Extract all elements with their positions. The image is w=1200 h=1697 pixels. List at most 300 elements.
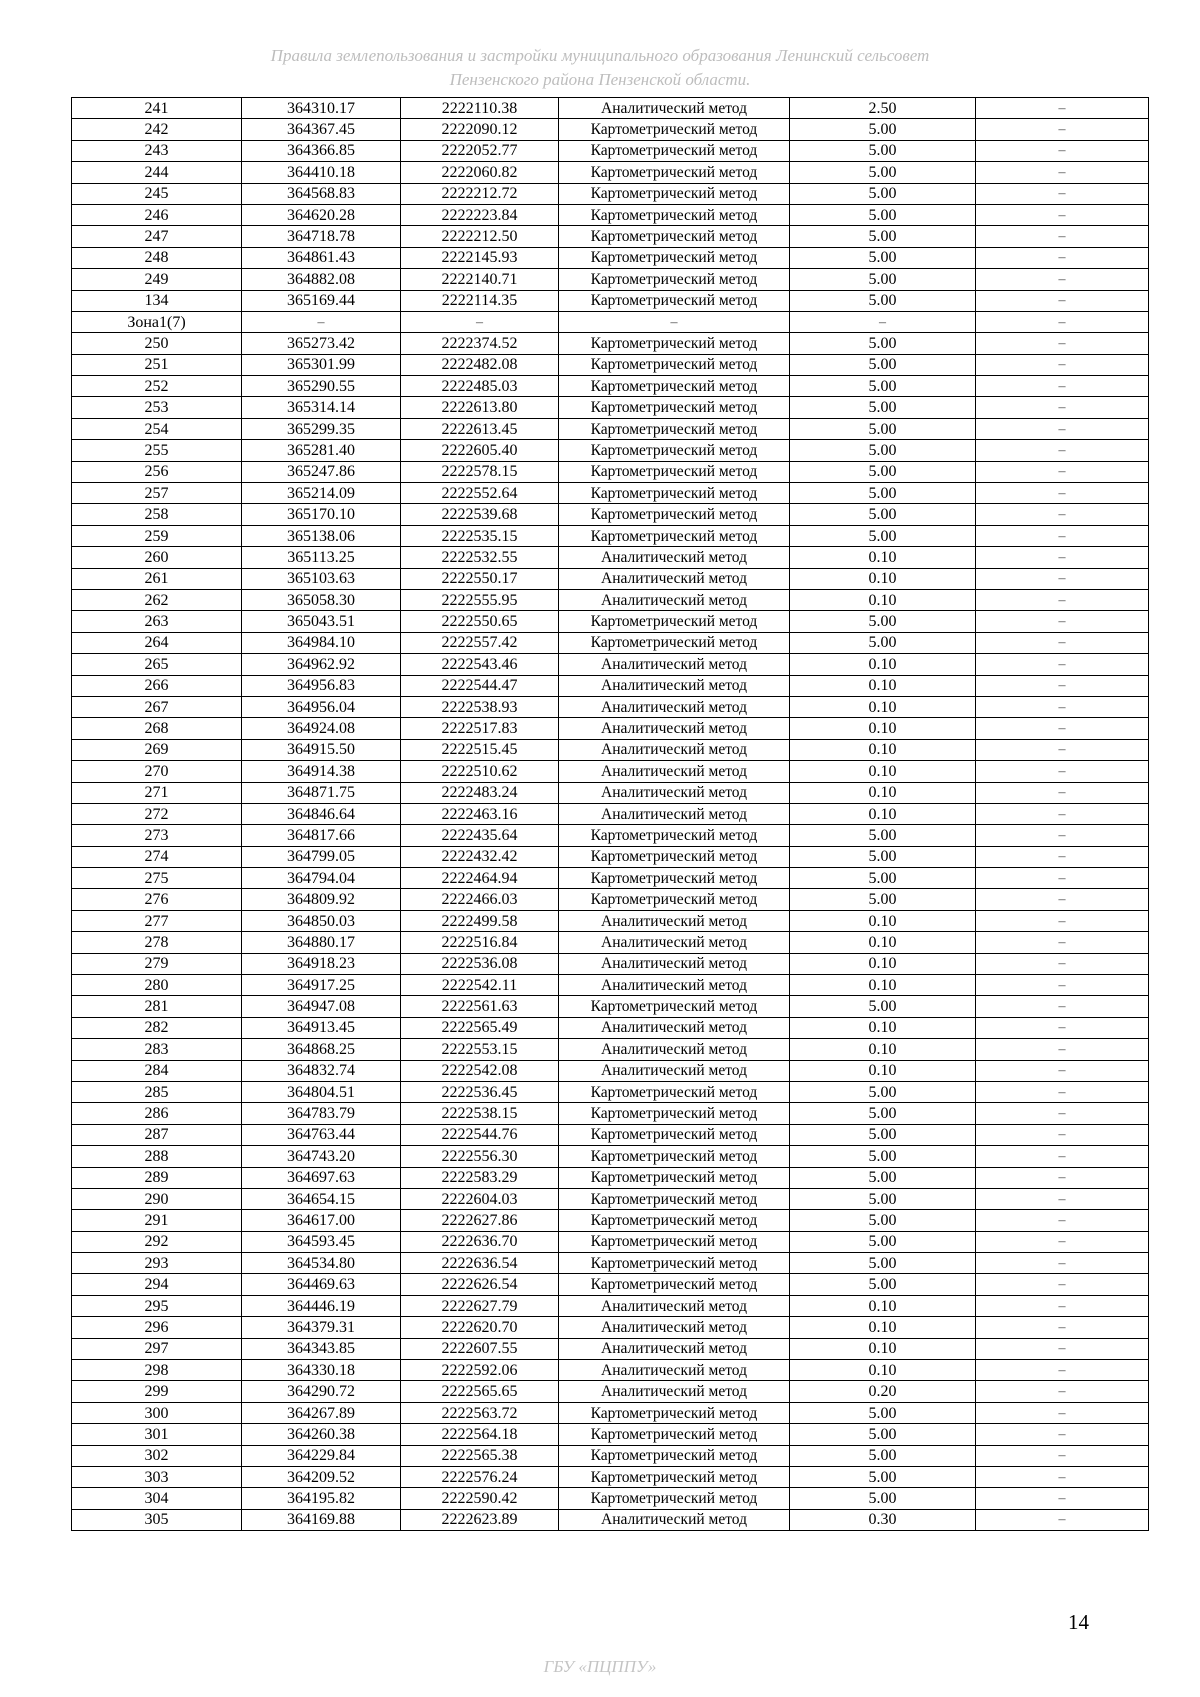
y-coordinate-cell: 2222060.82 <box>401 162 559 183</box>
method-cell: Аналитический метод <box>559 1381 790 1402</box>
point-number-cell: 279 <box>72 953 242 974</box>
point-number-cell: 303 <box>72 1467 242 1488</box>
x-coordinate-cell: 364366.85 <box>242 140 401 161</box>
note-cell: – <box>976 1360 1149 1381</box>
method-cell: Картометрический метод <box>559 418 790 439</box>
y-coordinate-cell: 2222110.38 <box>401 98 559 119</box>
x-coordinate-cell: 364832.74 <box>242 1060 401 1081</box>
table-row <box>72 910 1149 931</box>
x-coordinate-cell: 364446.19 <box>242 1295 401 1316</box>
point-number-cell: 260 <box>72 547 242 568</box>
note-cell: – <box>976 761 1149 782</box>
method-cell: Аналитический метод <box>559 1060 790 1081</box>
x-coordinate-cell: 365299.35 <box>242 418 401 439</box>
accuracy-cell: 5.00 <box>790 1081 976 1102</box>
y-coordinate-cell: 2222538.93 <box>401 696 559 717</box>
y-coordinate-cell: 2222561.63 <box>401 996 559 1017</box>
table-row <box>72 675 1149 696</box>
point-number-cell: 295 <box>72 1295 242 1316</box>
y-coordinate-cell: 2222578.15 <box>401 461 559 482</box>
accuracy-cell: 0.10 <box>790 739 976 760</box>
note-cell: – <box>976 504 1149 525</box>
x-coordinate-cell: 364871.75 <box>242 782 401 803</box>
point-number-cell: 263 <box>72 611 242 632</box>
table-row <box>72 1295 1149 1316</box>
x-coordinate-cell: 365214.09 <box>242 483 401 504</box>
table-row <box>72 1317 1149 1338</box>
method-cell: Картометрический метод <box>559 247 790 268</box>
note-cell: – <box>976 311 1149 332</box>
note-cell: – <box>976 1167 1149 1188</box>
note-cell: – <box>976 1210 1149 1231</box>
note-cell: – <box>976 1039 1149 1060</box>
method-cell: Аналитический метод <box>559 761 790 782</box>
point-number-cell: 257 <box>72 483 242 504</box>
point-number-cell: 276 <box>72 889 242 910</box>
note-cell: – <box>976 953 1149 974</box>
accuracy-cell: 5.00 <box>790 1103 976 1124</box>
note-cell: – <box>976 1295 1149 1316</box>
method-cell: Картометрический метод <box>559 632 790 653</box>
accuracy-cell: 5.00 <box>790 354 976 375</box>
y-coordinate-cell: 2222483.24 <box>401 782 559 803</box>
page-header <box>0 44 1200 92</box>
point-number-cell: 258 <box>72 504 242 525</box>
point-number-cell: 252 <box>72 376 242 397</box>
accuracy-cell: 5.00 <box>790 1188 976 1209</box>
table-row <box>72 1445 1149 1466</box>
method-cell: Картометрический метод <box>559 868 790 889</box>
method-cell: Картометрический метод <box>559 183 790 204</box>
x-coordinate-cell: 364809.92 <box>242 889 401 910</box>
method-cell: Картометрический метод <box>559 1146 790 1167</box>
note-cell: – <box>976 1424 1149 1445</box>
note-cell: – <box>976 739 1149 760</box>
x-coordinate-cell: 364410.18 <box>242 162 401 183</box>
method-cell: Картометрический метод <box>559 354 790 375</box>
note-cell: – <box>976 1317 1149 1338</box>
method-cell: Картометрический метод <box>559 825 790 846</box>
method-cell: Аналитический метод <box>559 803 790 824</box>
accuracy-cell: 0.10 <box>790 1017 976 1038</box>
note-cell: – <box>976 1402 1149 1423</box>
y-coordinate-cell: 2222090.12 <box>401 119 559 140</box>
method-cell: – <box>559 311 790 332</box>
x-coordinate-cell: 364534.80 <box>242 1253 401 1274</box>
table-row <box>72 226 1149 247</box>
table-row <box>72 1467 1149 1488</box>
note-cell: – <box>976 1274 1149 1295</box>
x-coordinate-cell: 364267.89 <box>242 1402 401 1423</box>
accuracy-cell: 5.00 <box>790 632 976 653</box>
accuracy-cell: 5.00 <box>790 140 976 161</box>
x-coordinate-cell: 364917.25 <box>242 975 401 996</box>
table-row <box>72 696 1149 717</box>
table-body <box>72 98 1149 1531</box>
y-coordinate-cell: 2222604.03 <box>401 1188 559 1209</box>
x-coordinate-cell: 364947.08 <box>242 996 401 1017</box>
accuracy-cell: 5.00 <box>790 868 976 889</box>
table-row <box>72 803 1149 824</box>
x-coordinate-cell: 364882.08 <box>242 269 401 290</box>
point-number-cell: 305 <box>72 1509 242 1530</box>
method-cell: Аналитический метод <box>559 932 790 953</box>
method-cell: Картометрический метод <box>559 140 790 161</box>
note-cell: – <box>976 803 1149 824</box>
method-cell: Картометрический метод <box>559 1424 790 1445</box>
y-coordinate-cell: 2222538.15 <box>401 1103 559 1124</box>
point-number-cell: 275 <box>72 868 242 889</box>
table-row <box>72 418 1149 439</box>
table-row <box>72 1060 1149 1081</box>
coordinates-table <box>71 97 1149 1531</box>
accuracy-cell: 5.00 <box>790 226 976 247</box>
point-number-cell: 284 <box>72 1060 242 1081</box>
method-cell: Картометрический метод <box>559 1253 790 1274</box>
point-number-cell: 286 <box>72 1103 242 1124</box>
table-row <box>72 1488 1149 1509</box>
y-coordinate-cell: 2222212.72 <box>401 183 559 204</box>
point-number-cell: 249 <box>72 269 242 290</box>
method-cell: Картометрический метод <box>559 504 790 525</box>
note-cell: – <box>976 119 1149 140</box>
note-cell: – <box>976 1188 1149 1209</box>
header-line-2: Пензенского района Пензенской области. <box>449 70 751 89</box>
accuracy-cell: 0.10 <box>790 1338 976 1359</box>
y-coordinate-cell: 2222626.54 <box>401 1274 559 1295</box>
accuracy-cell: 0.10 <box>790 1360 976 1381</box>
point-number-cell: 301 <box>72 1424 242 1445</box>
accuracy-cell: 5.00 <box>790 440 976 461</box>
table-row <box>72 825 1149 846</box>
method-cell: Аналитический метод <box>559 1509 790 1530</box>
note-cell: – <box>976 525 1149 546</box>
x-coordinate-cell: 364915.50 <box>242 739 401 760</box>
y-coordinate-cell: 2222565.38 <box>401 1445 559 1466</box>
accuracy-cell: 5.00 <box>790 1488 976 1509</box>
point-number-cell: 272 <box>72 803 242 824</box>
method-cell: Картометрический метод <box>559 1231 790 1252</box>
point-number-cell: Зона1(7) <box>72 311 242 332</box>
note-cell: – <box>976 632 1149 653</box>
method-cell: Аналитический метод <box>559 1017 790 1038</box>
accuracy-cell: 0.10 <box>790 910 976 931</box>
point-number-cell: 256 <box>72 461 242 482</box>
accuracy-cell: 0.10 <box>790 782 976 803</box>
accuracy-cell: 0.10 <box>790 696 976 717</box>
note-cell: – <box>976 461 1149 482</box>
note-cell: – <box>976 547 1149 568</box>
x-coordinate-cell: 364290.72 <box>242 1381 401 1402</box>
point-number-cell: 268 <box>72 718 242 739</box>
table-row <box>72 98 1149 119</box>
accuracy-cell: 0.10 <box>790 654 976 675</box>
note-cell: – <box>976 162 1149 183</box>
y-coordinate-cell: 2222482.08 <box>401 354 559 375</box>
table-row <box>72 975 1149 996</box>
accuracy-cell: 5.00 <box>790 1146 976 1167</box>
accuracy-cell: 5.00 <box>790 996 976 1017</box>
table-row <box>72 354 1149 375</box>
accuracy-cell: 5.00 <box>790 611 976 632</box>
method-cell: Аналитический метод <box>559 696 790 717</box>
accuracy-cell: 0.10 <box>790 1039 976 1060</box>
x-coordinate-cell: 364743.20 <box>242 1146 401 1167</box>
note-cell: – <box>976 889 1149 910</box>
x-coordinate-cell: 365290.55 <box>242 376 401 397</box>
y-coordinate-cell: 2222555.95 <box>401 589 559 610</box>
method-cell: Аналитический метод <box>559 568 790 589</box>
method-cell: Аналитический метод <box>559 1360 790 1381</box>
y-coordinate-cell: 2222607.55 <box>401 1338 559 1359</box>
table-row <box>72 204 1149 225</box>
x-coordinate-cell: 364861.43 <box>242 247 401 268</box>
method-cell: Картометрический метод <box>559 1402 790 1423</box>
y-coordinate-cell: 2222550.17 <box>401 568 559 589</box>
note-cell: – <box>976 1253 1149 1274</box>
table-row <box>72 269 1149 290</box>
method-cell: Аналитический метод <box>559 718 790 739</box>
method-cell: Аналитический метод <box>559 953 790 974</box>
y-coordinate-cell: 2222583.29 <box>401 1167 559 1188</box>
method-cell: Картометрический метод <box>559 1124 790 1145</box>
method-cell: Картометрический метод <box>559 1488 790 1509</box>
table-row <box>72 1210 1149 1231</box>
table-row <box>72 1146 1149 1167</box>
y-coordinate-cell: 2222544.76 <box>401 1124 559 1145</box>
table-row <box>72 611 1149 632</box>
y-coordinate-cell: 2222517.83 <box>401 718 559 739</box>
point-number-cell: 134 <box>72 290 242 311</box>
point-number-cell: 242 <box>72 119 242 140</box>
method-cell: Картометрический метод <box>559 1081 790 1102</box>
y-coordinate-cell: 2222536.45 <box>401 1081 559 1102</box>
x-coordinate-cell: 364962.92 <box>242 654 401 675</box>
note-cell: – <box>976 483 1149 504</box>
method-cell: Аналитический метод <box>559 1338 790 1359</box>
point-number-cell: 241 <box>72 98 242 119</box>
y-coordinate-cell: 2222557.42 <box>401 632 559 653</box>
point-number-cell: 296 <box>72 1317 242 1338</box>
y-coordinate-cell: 2222463.16 <box>401 803 559 824</box>
x-coordinate-cell: 364913.45 <box>242 1017 401 1038</box>
method-cell: Картометрический метод <box>559 996 790 1017</box>
table-row <box>72 1188 1149 1209</box>
x-coordinate-cell: 364654.15 <box>242 1188 401 1209</box>
table-row <box>72 889 1149 910</box>
method-cell: Картометрический метод <box>559 376 790 397</box>
y-coordinate-cell: 2222543.46 <box>401 654 559 675</box>
note-cell: – <box>976 696 1149 717</box>
method-cell: Картометрический метод <box>559 397 790 418</box>
point-number-cell: 285 <box>72 1081 242 1102</box>
accuracy-cell: 5.00 <box>790 247 976 268</box>
note-cell: – <box>976 975 1149 996</box>
x-coordinate-cell: 364260.38 <box>242 1424 401 1445</box>
x-coordinate-cell: 364229.84 <box>242 1445 401 1466</box>
accuracy-cell: 5.00 <box>790 1253 976 1274</box>
method-cell: Картометрический метод <box>559 846 790 867</box>
y-coordinate-cell: 2222140.71 <box>401 269 559 290</box>
note-cell: – <box>976 1081 1149 1102</box>
accuracy-cell: 5.00 <box>790 183 976 204</box>
point-number-cell: 300 <box>72 1402 242 1423</box>
accuracy-cell: 5.00 <box>790 1274 976 1295</box>
point-number-cell: 294 <box>72 1274 242 1295</box>
accuracy-cell: 5.00 <box>790 1167 976 1188</box>
table-row <box>72 1274 1149 1295</box>
point-number-cell: 291 <box>72 1210 242 1231</box>
note-cell: – <box>976 418 1149 439</box>
point-number-cell: 292 <box>72 1231 242 1252</box>
x-coordinate-cell: 365273.42 <box>242 333 401 354</box>
method-cell: Картометрический метод <box>559 1167 790 1188</box>
accuracy-cell: 5.00 <box>790 376 976 397</box>
method-cell: Картометрический метод <box>559 333 790 354</box>
note-cell: – <box>976 568 1149 589</box>
point-number-cell: 271 <box>72 782 242 803</box>
note-cell: – <box>976 996 1149 1017</box>
x-coordinate-cell: 365113.25 <box>242 547 401 568</box>
table-row <box>72 483 1149 504</box>
note-cell: – <box>976 1381 1149 1402</box>
accuracy-cell: 5.00 <box>790 119 976 140</box>
method-cell: Картометрический метод <box>559 1467 790 1488</box>
y-coordinate-cell: 2222605.40 <box>401 440 559 461</box>
accuracy-cell: 5.00 <box>790 162 976 183</box>
y-coordinate-cell: 2222552.64 <box>401 483 559 504</box>
header-line-1: Правила землепользования и застройки муниципального образования Ленинский сельсовет <box>270 46 930 65</box>
y-coordinate-cell: 2222636.54 <box>401 1253 559 1274</box>
point-number-cell: 293 <box>72 1253 242 1274</box>
table-row <box>72 504 1149 525</box>
y-coordinate-cell: 2222499.58 <box>401 910 559 931</box>
accuracy-cell: 0.20 <box>790 1381 976 1402</box>
method-cell: Аналитический метод <box>559 1295 790 1316</box>
table-row <box>72 525 1149 546</box>
y-coordinate-cell: 2222536.08 <box>401 953 559 974</box>
accuracy-cell: 5.00 <box>790 1445 976 1466</box>
y-coordinate-cell: 2222432.42 <box>401 846 559 867</box>
point-number-cell: 298 <box>72 1360 242 1381</box>
x-coordinate-cell: 365247.86 <box>242 461 401 482</box>
x-coordinate-cell: 364763.44 <box>242 1124 401 1145</box>
point-number-cell: 259 <box>72 525 242 546</box>
method-cell: Аналитический метод <box>559 654 790 675</box>
point-number-cell: 261 <box>72 568 242 589</box>
point-number-cell: 288 <box>72 1146 242 1167</box>
accuracy-cell: 5.00 <box>790 504 976 525</box>
x-coordinate-cell: – <box>242 311 401 332</box>
y-coordinate-cell: 2222052.77 <box>401 140 559 161</box>
table-row <box>72 1167 1149 1188</box>
x-coordinate-cell: 365103.63 <box>242 568 401 589</box>
method-cell: Картометрический метод <box>559 226 790 247</box>
y-coordinate-cell: 2222556.30 <box>401 1146 559 1167</box>
point-number-cell: 245 <box>72 183 242 204</box>
method-cell: Картометрический метод <box>559 440 790 461</box>
accuracy-cell: 0.30 <box>790 1509 976 1530</box>
table-row <box>72 1253 1149 1274</box>
note-cell: – <box>976 654 1149 675</box>
y-coordinate-cell: 2222565.65 <box>401 1381 559 1402</box>
x-coordinate-cell: 364799.05 <box>242 846 401 867</box>
accuracy-cell: 5.00 <box>790 269 976 290</box>
y-coordinate-cell: 2222114.35 <box>401 290 559 311</box>
method-cell: Картометрический метод <box>559 611 790 632</box>
point-number-cell: 255 <box>72 440 242 461</box>
point-number-cell: 267 <box>72 696 242 717</box>
x-coordinate-cell: 365058.30 <box>242 589 401 610</box>
accuracy-cell: 5.00 <box>790 1402 976 1423</box>
x-coordinate-cell: 364310.17 <box>242 98 401 119</box>
note-cell: – <box>976 1509 1149 1530</box>
table-row <box>72 440 1149 461</box>
point-number-cell: 262 <box>72 589 242 610</box>
y-coordinate-cell: 2222516.84 <box>401 932 559 953</box>
table-row <box>72 1424 1149 1445</box>
x-coordinate-cell: 364850.03 <box>242 910 401 931</box>
point-number-cell: 266 <box>72 675 242 696</box>
accuracy-cell: 0.10 <box>790 718 976 739</box>
table-row <box>72 376 1149 397</box>
x-coordinate-cell: 364617.00 <box>242 1210 401 1231</box>
accuracy-cell: 5.00 <box>790 1124 976 1145</box>
note-cell: – <box>976 1124 1149 1145</box>
method-cell: Картометрический метод <box>559 162 790 183</box>
accuracy-cell: 5.00 <box>790 483 976 504</box>
y-coordinate-cell: 2222542.11 <box>401 975 559 996</box>
y-coordinate-cell: 2222435.64 <box>401 825 559 846</box>
method-cell: Картометрический метод <box>559 461 790 482</box>
accuracy-cell: 0.10 <box>790 1295 976 1316</box>
point-number-cell: 253 <box>72 397 242 418</box>
accuracy-cell: 5.00 <box>790 333 976 354</box>
accuracy-cell: 0.10 <box>790 675 976 696</box>
x-coordinate-cell: 364620.28 <box>242 204 401 225</box>
x-coordinate-cell: 364469.63 <box>242 1274 401 1295</box>
y-coordinate-cell: 2222576.24 <box>401 1467 559 1488</box>
table-row <box>72 140 1149 161</box>
note-cell: – <box>976 354 1149 375</box>
table-row <box>72 1103 1149 1124</box>
accuracy-cell: 0.10 <box>790 1317 976 1338</box>
method-cell: Картометрический метод <box>559 1188 790 1209</box>
point-number-cell: 289 <box>72 1167 242 1188</box>
method-cell: Аналитический метод <box>559 739 790 760</box>
accuracy-cell: 5.00 <box>790 1210 976 1231</box>
x-coordinate-cell: 364379.31 <box>242 1317 401 1338</box>
y-coordinate-cell: 2222613.45 <box>401 418 559 439</box>
point-number-cell: 251 <box>72 354 242 375</box>
method-cell: Аналитический метод <box>559 975 790 996</box>
x-coordinate-cell: 365281.40 <box>242 440 401 461</box>
y-coordinate-cell: 2222544.47 <box>401 675 559 696</box>
table-row <box>72 333 1149 354</box>
point-number-cell: 254 <box>72 418 242 439</box>
table-row <box>72 1509 1149 1530</box>
point-number-cell: 299 <box>72 1381 242 1402</box>
table-row <box>72 311 1149 332</box>
table-row <box>72 1338 1149 1359</box>
y-coordinate-cell: 2222223.84 <box>401 204 559 225</box>
note-cell: – <box>976 269 1149 290</box>
x-coordinate-cell: 364868.25 <box>242 1039 401 1060</box>
note-cell: – <box>976 1445 1149 1466</box>
note-cell: – <box>976 611 1149 632</box>
note-cell: – <box>976 290 1149 311</box>
x-coordinate-cell: 364195.82 <box>242 1488 401 1509</box>
